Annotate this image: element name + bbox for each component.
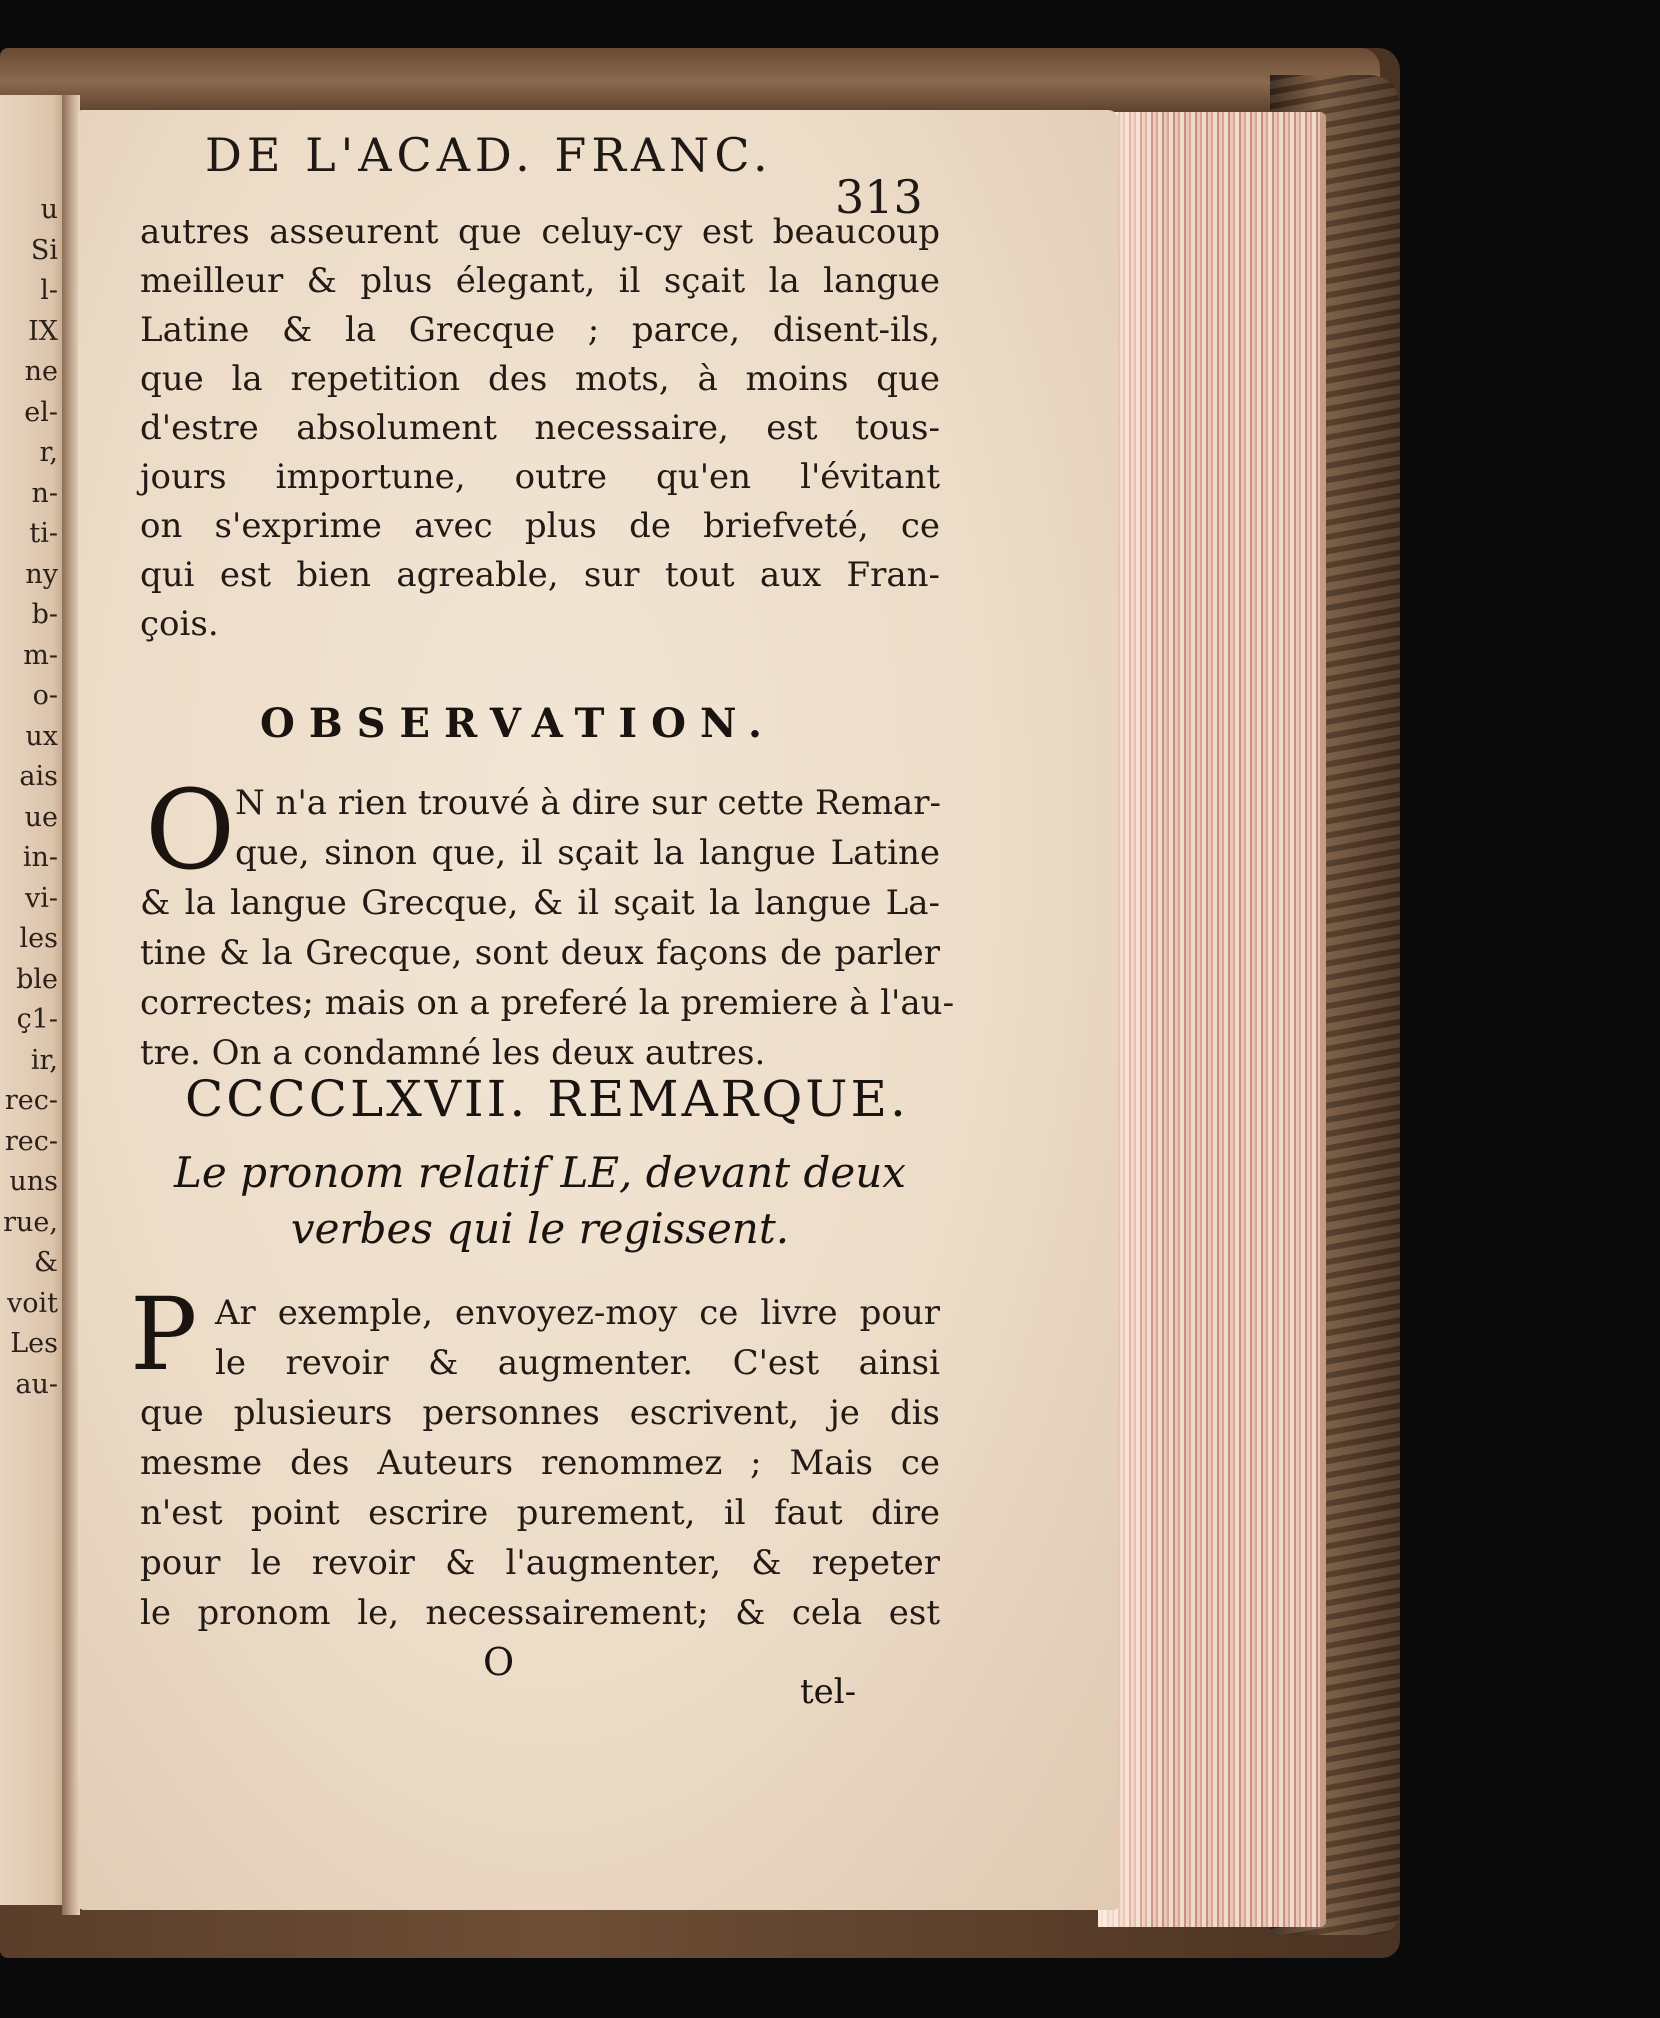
text-line: que, sinon que, il sçait la langue Latine xyxy=(235,833,940,873)
drop-cap: O xyxy=(145,766,236,894)
catchword: tel- xyxy=(800,1672,857,1712)
text-line: le pronom le, necessairement; & cela est xyxy=(140,1593,940,1633)
text-line: N n'a rien trouvé à dire sur cette Remar- xyxy=(235,783,941,823)
text-line: meilleur & plus élegant, il sçait la langue xyxy=(140,261,940,301)
text-line: tine & la Grecque, sont deux façons de parler xyxy=(140,933,940,973)
signature-mark: O xyxy=(483,1640,515,1684)
left-page-fragment: & xyxy=(33,1247,58,1278)
left-page-fragment: b- xyxy=(31,599,58,630)
text-line: que la repetition des mots, à moins que xyxy=(140,359,940,399)
left-page-fragment: uns xyxy=(9,1166,58,1197)
left-page-fragment: o- xyxy=(32,680,58,711)
left-page-text xyxy=(0,190,62,1405)
text-line: & la langue Grecque, & il sçait la langue La- xyxy=(140,883,940,923)
left-page-fragment: n- xyxy=(31,477,58,509)
left-page-fragment: ue xyxy=(24,801,58,833)
text-line: qui est bien agreable, sur tout aux Fran- xyxy=(140,555,940,595)
left-page-fragment: Si xyxy=(30,234,58,266)
text-line: Latine & la Grecque ; parce, disent-ils, xyxy=(140,310,940,350)
left-page-fragment: Les xyxy=(10,1328,58,1359)
remarque-paragraph xyxy=(140,1288,940,1638)
drop-cap: P xyxy=(130,1276,198,1393)
left-page-fragment: rec- xyxy=(4,1125,58,1157)
text-line: mesme des Auteurs renommez ; Mais ce xyxy=(140,1443,940,1483)
left-page-fragment: r, xyxy=(39,437,58,468)
left-page-fragment: m- xyxy=(23,639,58,671)
text-line: pour le revoir & l'augmenter, & repeter xyxy=(140,1543,940,1583)
left-page-fragment: ble xyxy=(16,963,58,995)
left-page-fragment: l- xyxy=(40,275,58,306)
text-line: autres asseurent que celuy-cy est beaucoup xyxy=(140,212,940,252)
paragraph-1 xyxy=(140,208,940,649)
left-page-fragment: in- xyxy=(22,842,58,873)
text-line: on s'exprime avec plus de briefveté, ce xyxy=(140,506,940,546)
left-page-fragment: ir, xyxy=(30,1044,58,1076)
left-page-fragment: ux xyxy=(25,720,58,752)
left-page-fragment: rec- xyxy=(4,1085,58,1116)
left-page-fragment: u xyxy=(40,194,58,225)
text-line: çois. xyxy=(140,604,219,644)
headband xyxy=(0,48,1380,116)
text-line: jours importune, outre qu'en l'évitant xyxy=(140,457,940,497)
observation-paragraph xyxy=(140,766,955,1078)
left-page-fragment: vi- xyxy=(24,882,58,914)
page-number: 313 xyxy=(835,170,923,224)
remarque-subtitle: verbes qui le regissent. xyxy=(290,1204,790,1253)
remarque-heading: CCCCLXVII. REMARQUE. xyxy=(185,1070,909,1128)
left-page-fragment: ç1- xyxy=(16,1004,58,1035)
text-line: d'estre absolument necessaire, est tous- xyxy=(140,408,940,448)
left-page-fragment: ne xyxy=(24,356,58,387)
observation-heading: OBSERVATION. xyxy=(260,700,776,747)
left-page-fragment: el- xyxy=(24,396,58,428)
left-page-fragment: ny xyxy=(25,558,58,590)
left-page-fragment: voit xyxy=(7,1287,58,1319)
text-line: n'est point escrire purement, il faut dire xyxy=(140,1493,940,1533)
text-line: que plusieurs personnes escrivent, je dis xyxy=(140,1393,940,1433)
remarque-subtitle: Le pronom relatif LE, devant deux xyxy=(174,1148,906,1197)
left-page-fragment: au- xyxy=(15,1368,58,1400)
text-line: correctes; mais on a preferé la premiere à l'au- xyxy=(140,983,955,1023)
text-line: le revoir & augmenter. C'est ainsi xyxy=(215,1343,940,1383)
left-page-fragment: ti- xyxy=(29,518,58,549)
left-page-fragment: rue, xyxy=(3,1206,58,1238)
text-line: Ar exemple, envoyez-moy ce livre pour xyxy=(215,1293,940,1333)
left-page-fragment: les xyxy=(19,923,58,954)
left-page-fragment: ais xyxy=(19,761,58,792)
left-page-fragment: IX xyxy=(28,315,58,347)
running-title: DE L'ACAD. FRANC. xyxy=(205,128,773,182)
text-line: tre. On a condamné les deux autres. xyxy=(140,1033,766,1073)
